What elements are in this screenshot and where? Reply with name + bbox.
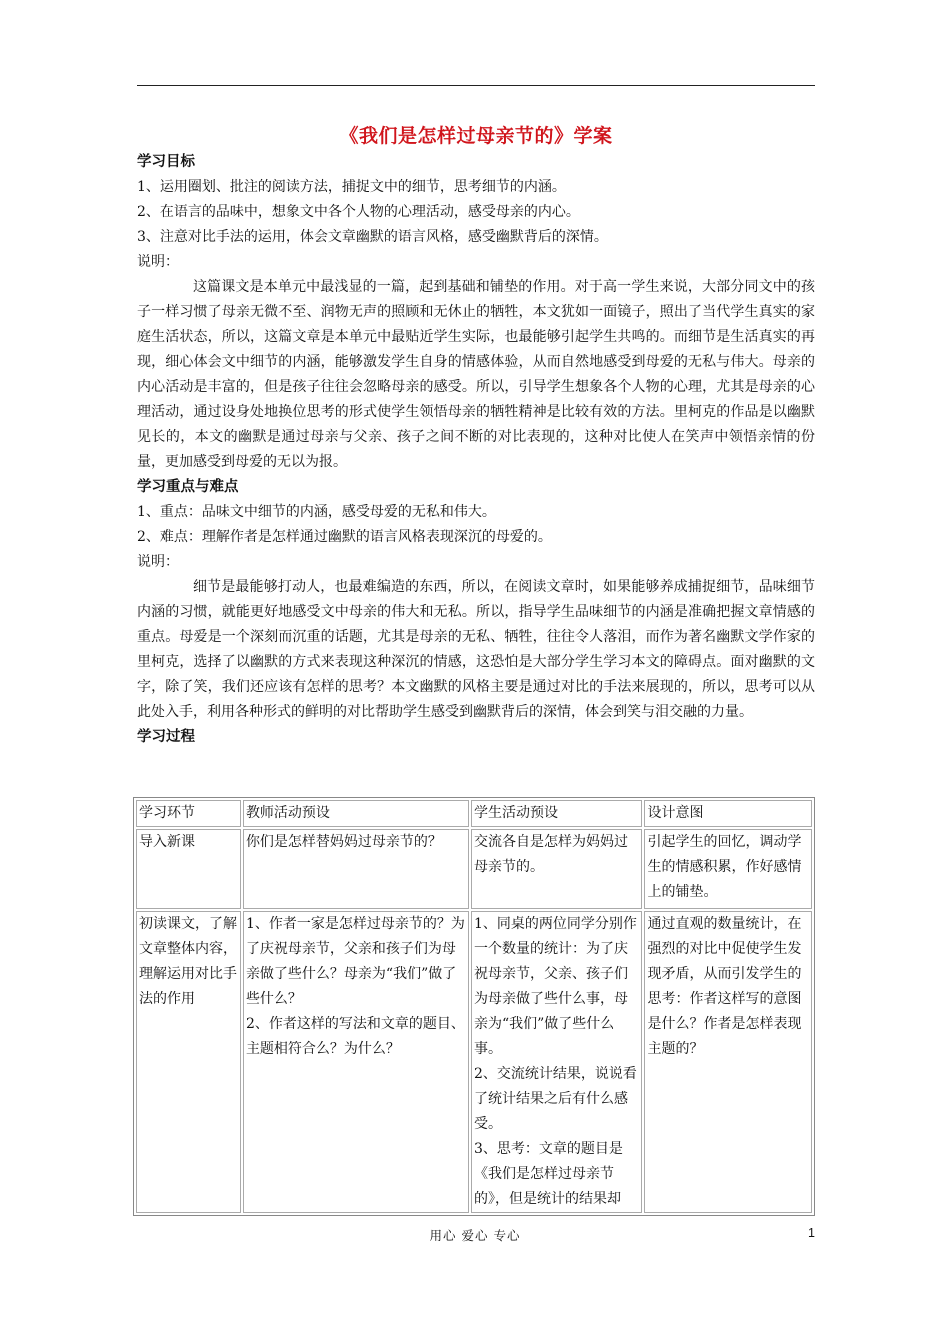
table-row xyxy=(136,911,812,1213)
column-header-student: 学生活动预设 xyxy=(471,800,643,827)
document-body xyxy=(137,150,815,750)
table-header-row xyxy=(136,800,812,827)
table-row xyxy=(136,829,812,909)
goal-item: 2、在语言的品味中，想象文中各个人物的心理活动，感受母亲的内心。 xyxy=(137,204,580,220)
goals-note-label: 说明： xyxy=(137,254,179,270)
key-point-item: 1、重点：品味文中细节的内涵，感受母爱的无私和伟大。 xyxy=(137,504,496,520)
key-point-item: 2、难点：理解作者是怎样通过幽默的语言风格表现深沉的母爱的。 xyxy=(137,529,552,545)
cell-student: 交流各自是怎样为妈妈过母亲节的。 xyxy=(471,829,643,909)
goals-note-paragraph: 这篇课文是本单元中最浅显的一篇，起到基础和铺垫的作用。对于高一学生来说，大部分同文中的孩子一样习惯了母亲无微不至、润物无声的照顾和无休止的牺牲，本文犹如一面镜子，照出了当代学生真实的家庭生活状态，所以，这篇文章是本单元中最贴近学生实际，也最能够引起学生共鸣的。而细节是生活真实的再现，细心体会文中细节的内涵，能够激发学生自身的情感体验，从而自然地感受到母爱的无私与伟大。母亲的内心活动是丰富的，但是孩子往往会忽略母亲的感受。所以，引导学生想象各个人物的心理，尤其是母亲的心理活动，通过设身处地换位思考的形式使学生领悟母亲的牺牲精神是比较有效的方法。里柯克的作品是以幽默见长的，本文的幽默是通过母亲与父亲、孩子之间不断的对比表现的，这种对比使人在笑声中领悟亲情的份量，更加感受到母爱的无以为报。 xyxy=(137,279,815,470)
header-rule xyxy=(137,85,815,86)
process-table xyxy=(133,797,815,1216)
column-header-stage: 学习环节 xyxy=(136,800,241,827)
cell-stage: 导入新课 xyxy=(136,829,241,909)
process-heading: 学习过程 xyxy=(137,729,195,745)
key-points-note-paragraph: 细节是最能够打动人，也最难编造的东西，所以，在阅读文章时，如果能够养成捕捉细节，品味细节内涵的习惯，就能更好地感受文中母亲的伟大和无私。所以，指导学生品味细节的内涵是准确把握文章情感的重点。母爱是一个深刻而沉重的话题，尤其是母亲的无私、牺牲，往往令人落泪，而作为著名幽默文学作家的里柯克，选择了以幽默的方式来表现这种深沉的情感，这恐怕是大部分学生学习本文的障碍点。面对幽默的文字，除了笑，我们还应该有怎样的思考？本文幽默的风格主要是通过对比的手法来展现的，所以，思考可以从此处入手，利用各种形式的鲜明的对比帮助学生感受到幽默背后的深情，体会到笑与泪交融的力量。 xyxy=(137,579,815,720)
cell-teacher: 1、作者一家是怎样过母亲节的？为了庆祝母亲节，父亲和孩子们为母亲做了些什么？母亲为“我们”做了些什么？ 2、作者这样的写法和文章的题目、主题相符合么？为什么？ xyxy=(243,911,469,1213)
goal-item: 3、注意对比手法的运用，体会文章幽默的语言风格，感受幽默背后的深情。 xyxy=(137,229,608,245)
footer-motto: 用心 爱心 专心 xyxy=(429,1228,521,1243)
cell-intent: 引起学生的回忆，调动学生的情感积累，作好感情上的铺垫。 xyxy=(644,829,812,909)
page-title: 《我们是怎样过母亲节的》学案 xyxy=(339,125,613,147)
page-number: 1 xyxy=(808,1226,815,1240)
cell-student: 1、同桌的两位同学分别作一个数量的统计：为了庆祝母亲节，父亲、孩子们为母亲做了些什么事，母亲为“我们”做了些什么事。 2、交流统计结果，说说看了统计结果之后有什么感受。 3、思考：文章的题目是《我们是怎样过母亲节的》，但是统计的结果却 xyxy=(471,911,643,1213)
cell-stage: 初读课文，了解文章整体内容，理解运用对比手法的作用 xyxy=(136,911,241,1213)
key-points-note-label: 说明： xyxy=(137,554,179,570)
goals-heading: 学习目标 xyxy=(137,154,195,170)
column-header-intent: 设计意图 xyxy=(644,800,812,827)
key-points-heading: 学习重点与难点 xyxy=(137,479,239,495)
cell-teacher: 你们是怎样替妈妈过母亲节的？ xyxy=(243,829,469,909)
goal-item: 1、运用圈划、批注的阅读方法，捕捉文中的细节，思考细节的内涵。 xyxy=(137,179,566,195)
column-header-teacher: 教师活动预设 xyxy=(243,800,469,827)
cell-intent: 通过直观的数量统计，在强烈的对比中促使学生发现矛盾，从而引发学生的思考：作者这样写的意图是什么？作者是怎样表现主题的？ xyxy=(644,911,812,1213)
